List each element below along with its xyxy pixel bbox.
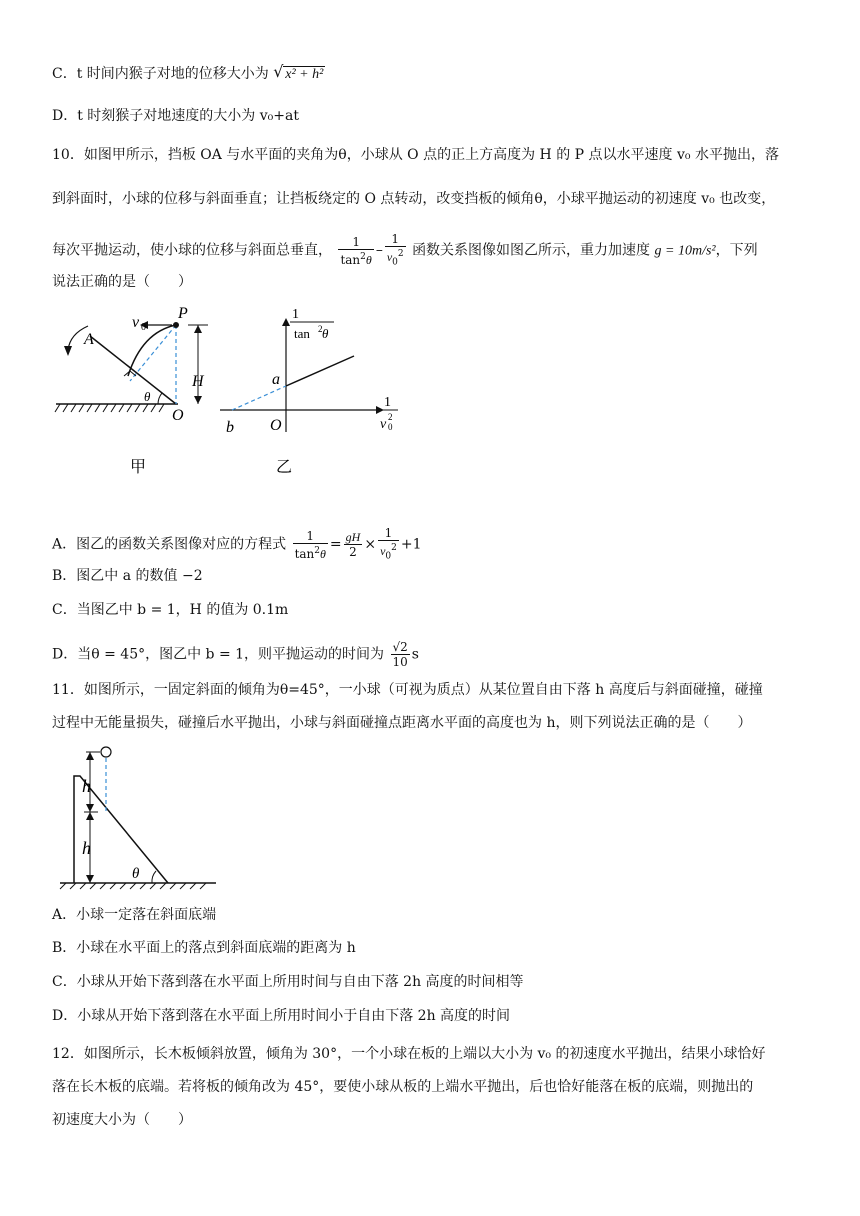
frac-inv-v0sq: $\frac{1}{v_0^2}$ — [386, 232, 404, 268]
q11-line-1: 11．如图所示，一固定斜面的倾角为θ=45°，一小球（可视为质点）从某位置自由下落 h 高度后与斜面碰撞，碰撞 — [52, 682, 763, 698]
q11-option-a: A．小球一定落在斜面底端 — [52, 907, 217, 923]
svg-text:h: h — [82, 776, 91, 796]
sqrt-expression: √ x² + h² — [273, 62, 324, 82]
q10-line-3a: 每次平抛运动，使小球的位移与斜面总垂直， — [52, 242, 332, 259]
q11-option-d: D．小球从开始下落到落在水平面上所用时间小于自由下落 2h 高度的时间 — [52, 1008, 511, 1024]
frac-inv-tan2: $\frac{1}{\tan^2\theta}$ — [340, 234, 372, 267]
svg-text:v: v — [380, 417, 387, 432]
q12-line-1: 12．如图所示，长木板倾斜放置，倾角为 30°，一个小球在板的上端以大小为 v₀ 的初速度水平抛出，结果小球恰好 — [52, 1046, 766, 1062]
svg-text:θ: θ — [144, 389, 151, 404]
svg-text:H: H — [192, 373, 204, 390]
svg-text:0: 0 — [141, 322, 146, 333]
svg-text:1: 1 — [384, 395, 391, 410]
q10-option-d: D．当θ = 45°，图乙中 b = 1，则平抛运动的时间为 $\frac{√2}{10}$ s — [52, 640, 419, 669]
q10-option-a: A．图乙的函数关系图像对应的方程式 $\frac{1}{\tan^2\theta}$ = $\frac{gH}{2}$ × $\frac{1}{v_0^2}$ +1 — [52, 526, 422, 562]
q12-line-3: 初速度大小为（ ） — [52, 1112, 192, 1128]
svg-text:h: h — [82, 838, 91, 858]
q10-option-a-text: A．图乙的函数关系图像对应的方程式 — [52, 536, 287, 553]
svg-text:2: 2 — [318, 324, 323, 334]
q9-option-c-text: C．t 时间内猴子对地的位移大小为 — [52, 66, 269, 82]
svg-text:θ: θ — [132, 866, 140, 882]
q10-line-3d: ，下列 — [715, 242, 758, 259]
q9-option-c — [52, 64, 325, 85]
svg-text:O: O — [270, 417, 282, 434]
q12-line-2: 落在长木板的底端。若将板的倾角改为 45°，要使小球从板的上端水平抛出，后也恰好能落在板的底端，则抛出的 — [52, 1079, 754, 1095]
q10-line-3b: 函数关系图像如图乙所示，重力加速度 — [412, 242, 651, 259]
svg-text:θ: θ — [322, 326, 329, 341]
svg-text:a: a — [272, 371, 280, 388]
q10-option-b: B．图乙中 a 的数值 −2 — [52, 568, 203, 584]
svg-text:v: v — [132, 314, 140, 331]
q10-option-d-text: D．当θ = 45°，图乙中 b = 1，则平抛运动的时间为 — [52, 646, 385, 663]
figure-jia — [52, 300, 222, 480]
figure-q11 — [56, 740, 226, 890]
svg-text:P: P — [178, 305, 188, 322]
svg-text:1: 1 — [292, 307, 299, 322]
svg-text:O: O — [172, 407, 184, 424]
q10-line-1: 10．如图甲所示，挡板 OA 与水平面的夹角为θ，小球从 O 点的正上方高度为 H 的 P 点以水平速度 v₀ 水平抛出，落 — [52, 147, 779, 163]
q10-option-c: C．当图乙中 b = 1，H 的值为 0.1m — [52, 602, 289, 618]
q9-option-d: D．t 时刻猴子对地速度的大小为 v₀+at — [52, 108, 299, 124]
q11-option-c: C．小球从开始下落到落在水平面上所用时间与自由下落 2h 高度的时间相等 — [52, 974, 524, 990]
svg-text:b: b — [226, 419, 234, 436]
figure-yi-label: 乙 — [276, 459, 293, 476]
gravity-value: g = 10m/s² — [654, 243, 716, 259]
svg-text:tan: tan — [294, 326, 310, 341]
q10-line-4: 说法正确的是（ ） — [52, 274, 192, 290]
figure-jia-label: 甲 — [130, 459, 147, 476]
q11-option-b: B．小球在水平面上的落点到斜面底端的距离为 h — [52, 940, 356, 956]
svg-text:A: A — [84, 331, 94, 348]
q10-line-3: 每次平抛运动，使小球的位移与斜面总垂直， $\frac{1}{\tan^2\theta}$ – $\frac{1}{v_0^2}$ 函数关系图像如图乙所示，重力加速度 g = 10m/s²，下列 — [52, 232, 758, 268]
svg-text:0: 0 — [388, 422, 393, 432]
q10-line-2: 到斜面时，小球的位移与斜面垂直；让挡板绕定的 O 点转动，改变挡板的倾角θ，小球平抛运动的初速度 v₀ 也改变， — [52, 191, 776, 207]
figure-yi — [212, 300, 412, 480]
svg-text:2: 2 — [388, 412, 393, 422]
q11-line-2: 过程中无能量损失，碰撞后水平抛出，小球与斜面碰撞点距离水平面的高度也为 h，则下列说法正确的是（ ） — [52, 715, 752, 731]
